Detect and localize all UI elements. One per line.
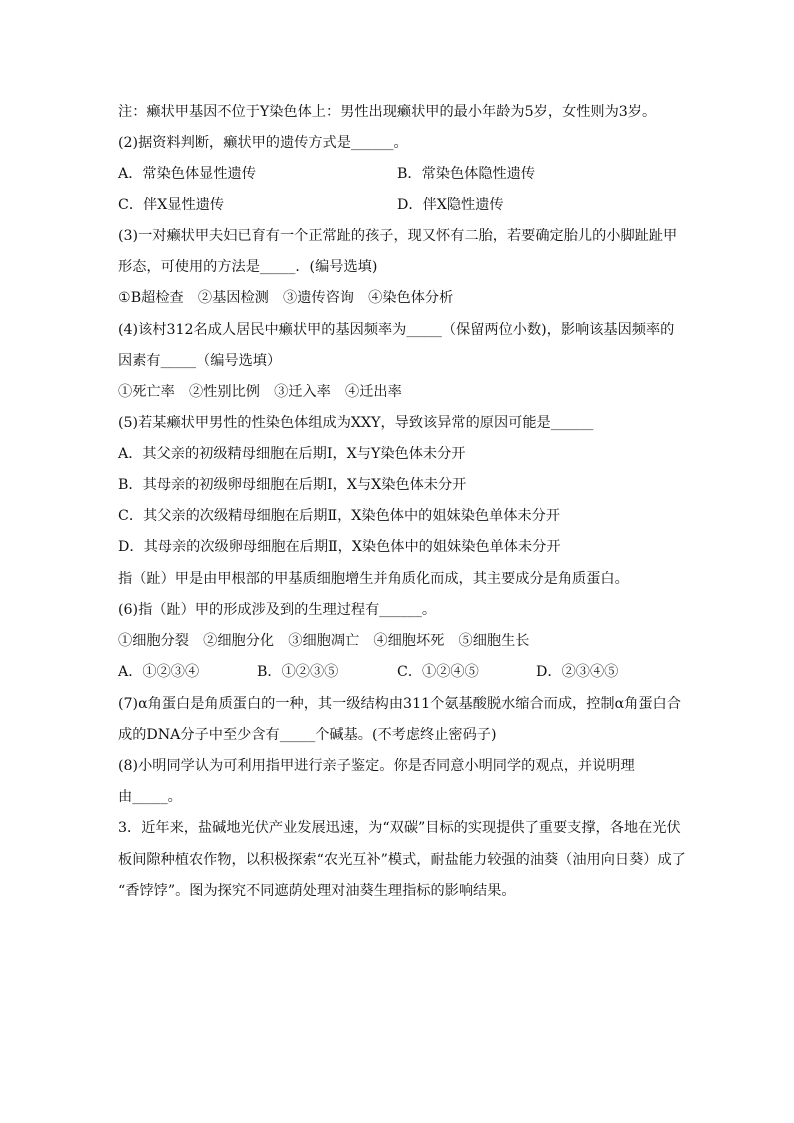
question-2-option-d: D．伴X隐性遗传 xyxy=(397,197,504,213)
question-5-stem: (5)若某癞状甲男性的性染色体组成为XXY，导致该异常的原因可能是______ xyxy=(118,415,594,431)
question-5-option-d: D．其母亲的次级卵母细胞在后期Ⅱ，X染色体中的姐妹染色单体未分开 xyxy=(118,539,561,555)
question-2-stem: (2)据资料判断，癞状甲的遗传方式是______。 xyxy=(118,135,408,151)
question-6-stem: (6)指（趾）甲的形成涉及到的生理过程有______。 xyxy=(118,602,437,618)
nail-intro: 指（趾）甲是由甲根部的甲基质细胞增生并角质化而成，其主要成分是角质蛋白。 xyxy=(118,571,629,587)
question-6-option-d: D．②③④⑤ xyxy=(536,664,619,680)
question-7-stem-line-1: (7)α角蛋白是角质蛋白的一种，其一级结构由311个氨基酸脱水缩合而成，控制α角蛋白合 xyxy=(118,696,681,712)
question-6-option-c: C．①②④⑤ xyxy=(397,664,479,680)
main-question-3-line-3: “香饽饽”。图为探究不同遮荫处理对油葵生理指标的影响结果。 xyxy=(118,883,516,899)
main-question-3-line-2: 板间隙种植农作物，以积极探索“农光互补”模式，耐盐能力较强的油葵（油用向日葵）成了 xyxy=(118,852,686,868)
question-5-option-b: B．其母亲的初级卵母细胞在后期Ⅰ，X与X染色体未分开 xyxy=(118,477,467,493)
question-8-stem-line-1: (8)小明同学认为可利用指甲进行亲子鉴定。你是否同意小明同学的观点，并说明理 xyxy=(118,758,635,774)
question-3-stem-line-1: (3)一对癞状甲夫妇已育有一个正常趾的孩子，现又怀有二胎，若要确定胎儿的小脚趾趾甲 xyxy=(118,228,678,244)
question-2-option-b: B．常染色体隐性遗传 xyxy=(397,166,536,182)
question-6-option-a: A．①②③④ xyxy=(118,664,200,680)
gene-note: 注：癞状甲基因不位于Y染色体上：男性出现癞状甲的最小年龄为5岁，女性则为3岁。 xyxy=(118,104,657,120)
question-5-option-a: A．其父亲的初级精母细胞在后期Ⅰ，X与Y染色体未分开 xyxy=(118,446,466,462)
question-7-stem-line-2: 成的DNA分子中至少含有_____个碱基。(不考虑终止密码子) xyxy=(118,727,497,743)
question-3-stem-line-2: 形态，可使用的方法是_____．(编号选填) xyxy=(118,259,378,275)
question-2-option-a: A．常染色体显性遗传 xyxy=(118,166,256,182)
question-4-stem-line-1: (4)该村312名成人居民中癞状甲的基因频率为_____（保留两位小数)，影响该基因频率的 xyxy=(118,322,675,338)
question-5-option-c: C．其父亲的次级精母细胞在后期Ⅱ，X染色体中的姐妹染色单体未分开 xyxy=(118,508,561,524)
question-4-choices: ①死亡率 ②性别比例 ③迁入率 ④迁出率 xyxy=(118,384,402,400)
question-4-stem-line-2: 因素有_____（编号选填） xyxy=(118,353,282,369)
main-question-3-line-1: 3．近年来，盐碱地光伏产业发展迅速，为“双碳”目标的实现提供了重要支撑，各地在光伏 xyxy=(118,820,681,836)
question-6-option-b: B．①②③⑤ xyxy=(257,664,339,680)
question-8-stem-line-2: 由_____。 xyxy=(118,789,182,805)
question-3-choices: ①B超检查 ②基因检测 ③遗传咨询 ④染色体分析 xyxy=(118,290,454,306)
question-6-choices: ①细胞分裂 ②细胞分化 ③细胞凋亡 ④细胞坏死 ⑤细胞生长 xyxy=(118,633,530,649)
question-2-option-c: C．伴X显性遗传 xyxy=(118,197,225,213)
